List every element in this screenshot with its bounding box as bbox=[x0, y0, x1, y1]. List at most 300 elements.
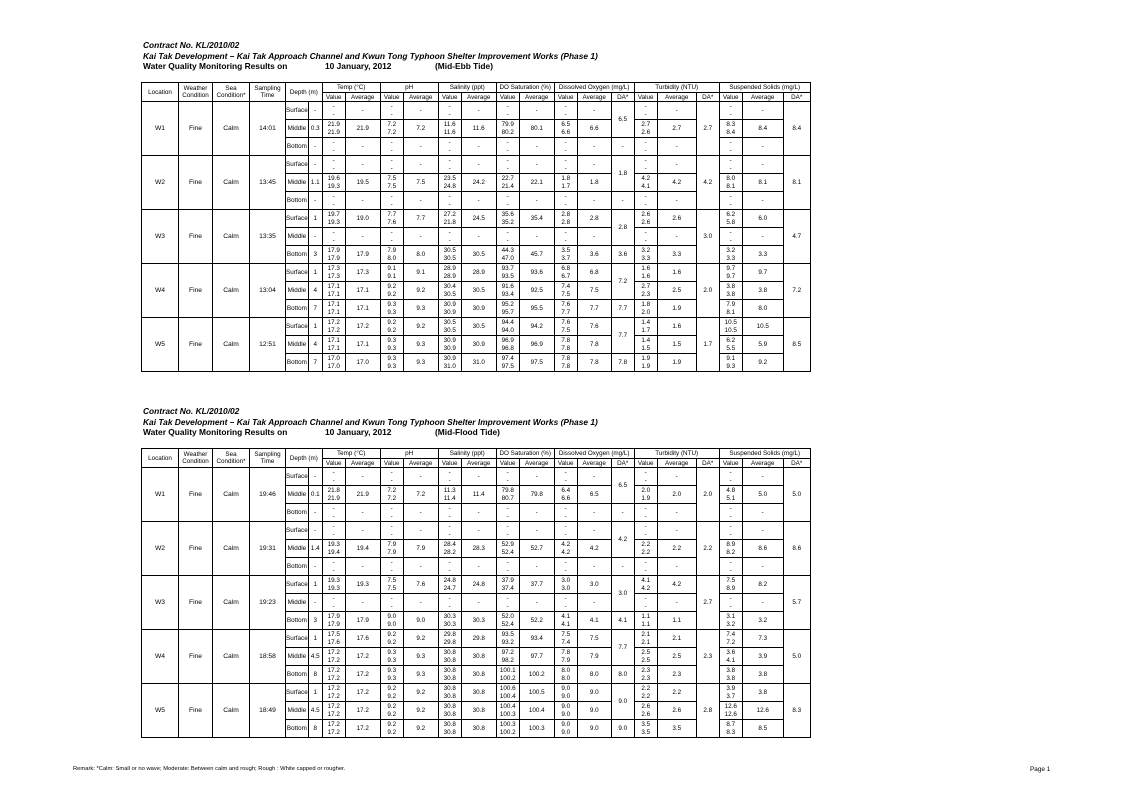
salinity-average-cell: - bbox=[461, 228, 496, 246]
dissolved-oxygen-value: 4.1 bbox=[561, 620, 571, 628]
dissolved-oxygen-values-cell bbox=[554, 594, 577, 612]
turbidity-value: - bbox=[644, 164, 647, 172]
dissolved-oxygen-bottom-da-cell: - bbox=[611, 192, 634, 210]
location-cell: W1 bbox=[142, 102, 179, 156]
suspended-solids-average-cell: - bbox=[742, 522, 783, 540]
subheader-average: Average bbox=[519, 459, 554, 468]
turbidity-values-cell bbox=[634, 504, 657, 522]
ph-average-cell: 7.2 bbox=[403, 486, 438, 504]
salinity-values-cell bbox=[438, 468, 461, 486]
salinity-value: 30.9 bbox=[443, 355, 456, 362]
dissolved-oxygen-average-cell: - bbox=[577, 468, 611, 486]
suspended-solids-values-cell bbox=[719, 720, 742, 738]
weather-cell: Fine bbox=[179, 576, 213, 630]
salinity-values-cell bbox=[438, 594, 461, 612]
ph-value: 7.9 bbox=[387, 541, 397, 548]
do-saturation-value: 35.6 bbox=[501, 211, 514, 218]
temp-values-cell bbox=[322, 720, 345, 738]
temp-values-cell bbox=[322, 174, 345, 192]
suspended-solids-value: - bbox=[729, 146, 732, 154]
do-saturation-value: - bbox=[506, 236, 509, 244]
temp-average-cell: - bbox=[345, 156, 380, 174]
col-depth: Depth (m) bbox=[286, 449, 323, 468]
depth-level-cell: Bottom bbox=[286, 300, 309, 318]
temp-average-cell: 17.3 bbox=[345, 264, 380, 282]
turbidity-value: - bbox=[644, 602, 647, 610]
ph-values-cell bbox=[380, 720, 403, 738]
subheader-average: Average bbox=[742, 93, 783, 102]
depth-value-cell: - bbox=[308, 192, 322, 210]
col-location: Location bbox=[142, 449, 179, 468]
suspended-solids-value: 9.7 bbox=[726, 265, 736, 272]
subheader-average: Average bbox=[461, 459, 496, 468]
turbidity-value: 2.6 bbox=[641, 211, 651, 218]
suspended-solids-values-cell bbox=[719, 192, 742, 210]
ph-average-cell: 9.2 bbox=[403, 282, 438, 300]
salinity-average-cell: 30.8 bbox=[461, 648, 496, 666]
turbidity-value: - bbox=[644, 469, 647, 476]
suspended-solids-value: 7.5 bbox=[726, 577, 736, 584]
ph-average-cell: 9.2 bbox=[403, 318, 438, 336]
temp-average-cell: - bbox=[345, 468, 380, 486]
dissolved-oxygen-value: 6.8 bbox=[561, 265, 571, 272]
dissolved-oxygen-value: 9.0 bbox=[561, 692, 571, 700]
salinity-value: 21.8 bbox=[443, 218, 456, 226]
salinity-value: 30.4 bbox=[443, 283, 456, 290]
suspended-solids-value: 3.2 bbox=[726, 620, 736, 628]
temp-value: 21.9 bbox=[327, 128, 340, 136]
subheader-value: Value bbox=[554, 459, 577, 468]
tide-label: (Mid-Flood Tide) bbox=[435, 427, 500, 437]
salinity-values-cell bbox=[438, 648, 461, 666]
temp-value: 17.0 bbox=[327, 362, 340, 370]
salinity-values-cell bbox=[438, 666, 461, 684]
salinity-value: 28.9 bbox=[443, 265, 456, 272]
dissolved-oxygen-values-cell bbox=[554, 120, 577, 138]
turbidity-values-cell bbox=[634, 522, 657, 540]
turbidity-values-cell bbox=[634, 246, 657, 264]
turbidity-value: - bbox=[644, 476, 647, 484]
depth-level-cell: Bottom bbox=[286, 612, 309, 630]
dissolved-oxygen-value: 2.8 bbox=[561, 218, 571, 226]
suspended-solids-value: 3.8 bbox=[726, 290, 736, 298]
dissolved-oxygen-da-cell: 2.8 bbox=[611, 210, 634, 246]
ph-value: 7.5 bbox=[387, 182, 397, 190]
contract-number: Contract No. KL/2010/02 bbox=[143, 406, 240, 416]
suspended-solids-values-cell bbox=[719, 468, 742, 486]
dissolved-oxygen-values-cell bbox=[554, 156, 577, 174]
suspended-solids-value: - bbox=[729, 559, 732, 566]
depth-level-cell: Middle bbox=[286, 486, 309, 504]
temp-value: - bbox=[332, 566, 335, 574]
salinity-values-cell bbox=[438, 156, 461, 174]
turbidity-value: - bbox=[644, 193, 647, 200]
turbidity-values-cell bbox=[634, 354, 657, 372]
salinity-values-cell bbox=[438, 504, 461, 522]
ph-values-cell bbox=[380, 336, 403, 354]
suspended-solids-average-cell: - bbox=[742, 468, 783, 486]
salinity-values-cell bbox=[438, 246, 461, 264]
temp-values-cell bbox=[322, 576, 345, 594]
dissolved-oxygen-value: 7.5 bbox=[561, 290, 571, 298]
do-saturation-value: 52.4 bbox=[501, 548, 514, 556]
turbidity-values-cell bbox=[634, 300, 657, 318]
subheader-average: Average bbox=[742, 459, 783, 468]
suspended-solids-average-cell: - bbox=[742, 102, 783, 120]
suspended-solids-da-cell: 5.7 bbox=[783, 576, 810, 630]
suspended-solids-average-cell: - bbox=[742, 156, 783, 174]
do-saturation-value: 79.9 bbox=[501, 121, 514, 128]
ph-average-cell: 9.3 bbox=[403, 336, 438, 354]
salinity-value: 11.4 bbox=[443, 494, 456, 502]
ph-value: 7.9 bbox=[387, 548, 397, 556]
do-saturation-average-cell: 100.2 bbox=[519, 666, 554, 684]
dissolved-oxygen-values-cell bbox=[554, 336, 577, 354]
col-turbidity: Turbidity (NTU) bbox=[634, 449, 719, 459]
do-saturation-value: 100.2 bbox=[499, 674, 516, 682]
turbidity-value: 1.7 bbox=[641, 326, 651, 334]
dissolved-oxygen-average-cell: - bbox=[577, 504, 611, 522]
temp-average-cell: 17.6 bbox=[345, 630, 380, 648]
do-saturation-value: 35.2 bbox=[501, 218, 514, 226]
salinity-value: 30.5 bbox=[443, 319, 456, 326]
suspended-solids-value: - bbox=[729, 110, 732, 118]
temp-average-cell: - bbox=[345, 138, 380, 156]
suspended-solids-value: 9.1 bbox=[726, 355, 736, 362]
depth-level-cell: Surface bbox=[286, 102, 309, 120]
do-saturation-values-cell bbox=[496, 156, 519, 174]
project-title: Kai Tak Development – Kai Tak Approach Channel and Kwun Tong Typhoon Shelter Improvement Works (Phase 1) bbox=[143, 50, 598, 61]
temp-value: - bbox=[332, 523, 335, 530]
suspended-solids-value: 3.1 bbox=[726, 613, 736, 620]
do-saturation-value: - bbox=[506, 139, 509, 146]
do-saturation-value: 52.4 bbox=[501, 620, 514, 628]
depth-value-cell: 0.3 bbox=[308, 120, 322, 138]
depth-value-cell: - bbox=[308, 468, 322, 486]
ph-value: 9.2 bbox=[387, 728, 397, 736]
temp-average-cell: 21.9 bbox=[345, 120, 380, 138]
do-saturation-average-cell: 95.5 bbox=[519, 300, 554, 318]
depth-value-cell: - bbox=[308, 558, 322, 576]
salinity-average-cell: 28.9 bbox=[461, 264, 496, 282]
dissolved-oxygen-da-cell: 9.0 bbox=[611, 684, 634, 720]
temp-average-cell: - bbox=[345, 522, 380, 540]
ph-values-cell bbox=[380, 558, 403, 576]
ph-value: 9.0 bbox=[387, 620, 397, 628]
do-saturation-value: - bbox=[506, 505, 509, 512]
dissolved-oxygen-da-cell: 4.2 bbox=[611, 522, 634, 558]
suspended-solids-average-cell: 9.7 bbox=[742, 264, 783, 282]
suspended-solids-value: - bbox=[729, 229, 732, 236]
sea-condition-cell: Calm bbox=[213, 630, 250, 684]
ph-value: - bbox=[390, 229, 393, 236]
ph-values-cell bbox=[380, 630, 403, 648]
depth-level-cell: Middle bbox=[286, 336, 309, 354]
dissolved-oxygen-values-cell bbox=[554, 504, 577, 522]
dissolved-oxygen-values-cell bbox=[554, 300, 577, 318]
salinity-values-cell bbox=[438, 282, 461, 300]
temp-value: 17.2 bbox=[327, 674, 340, 682]
ph-average-cell: 9.0 bbox=[403, 612, 438, 630]
dissolved-oxygen-da-cell: 7.7 bbox=[611, 318, 634, 354]
col-do-saturation: DO Saturation (%) bbox=[496, 449, 554, 459]
dissolved-oxygen-bottom-da-cell: - bbox=[611, 138, 634, 156]
salinity-value: 30.5 bbox=[443, 290, 456, 298]
dissolved-oxygen-bottom-da-cell: - bbox=[611, 504, 634, 522]
temp-values-cell bbox=[322, 336, 345, 354]
suspended-solids-value: - bbox=[729, 523, 732, 530]
depth-value-cell: - bbox=[308, 504, 322, 522]
dissolved-oxygen-value: 6.6 bbox=[561, 494, 571, 502]
dissolved-oxygen-values-cell bbox=[554, 264, 577, 282]
suspended-solids-da-cell: 8.1 bbox=[783, 156, 810, 210]
ph-values-cell bbox=[380, 228, 403, 246]
ph-average-cell: 9.3 bbox=[403, 354, 438, 372]
suspended-solids-average-cell: - bbox=[742, 138, 783, 156]
turbidity-da-cell: 2.0 bbox=[696, 468, 719, 522]
turbidity-value: 4.2 bbox=[641, 175, 651, 182]
ph-value: 7.2 bbox=[387, 487, 397, 494]
col-location: Location bbox=[142, 83, 179, 102]
ph-values-cell bbox=[380, 612, 403, 630]
ph-value: - bbox=[390, 110, 393, 118]
salinity-value: - bbox=[448, 157, 451, 164]
do-saturation-average-cell: 96.9 bbox=[519, 336, 554, 354]
salinity-value: - bbox=[448, 200, 451, 208]
do-saturation-values-cell bbox=[496, 522, 519, 540]
depth-level-cell: Surface bbox=[286, 576, 309, 594]
dissolved-oxygen-average-cell: 2.8 bbox=[577, 210, 611, 228]
temp-value: - bbox=[332, 602, 335, 610]
temp-value: - bbox=[332, 146, 335, 154]
temp-values-cell bbox=[322, 102, 345, 120]
ph-average-cell: 9.3 bbox=[403, 648, 438, 666]
suspended-solids-values-cell bbox=[719, 612, 742, 630]
temp-value: 19.7 bbox=[327, 211, 340, 218]
temp-values-cell bbox=[322, 282, 345, 300]
location-cell: W4 bbox=[142, 264, 179, 318]
dissolved-oxygen-value: 7.4 bbox=[561, 283, 571, 290]
turbidity-value: - bbox=[644, 110, 647, 118]
do-saturation-values-cell bbox=[496, 174, 519, 192]
salinity-value: 28.9 bbox=[443, 272, 456, 280]
suspended-solids-da-cell: 5.0 bbox=[783, 630, 810, 684]
depth-value-cell: 7 bbox=[308, 300, 322, 318]
dissolved-oxygen-value: 9.0 bbox=[561, 728, 571, 736]
salinity-values-cell bbox=[438, 522, 461, 540]
salinity-value: 28.4 bbox=[443, 541, 456, 548]
sea-condition-cell: Calm bbox=[213, 576, 250, 630]
turbidity-value: 3.5 bbox=[641, 721, 651, 728]
salinity-value: - bbox=[448, 110, 451, 118]
salinity-value: 30.8 bbox=[443, 721, 456, 728]
ph-average-cell: 9.3 bbox=[403, 300, 438, 318]
subheader-da: DA* bbox=[696, 459, 719, 468]
dissolved-oxygen-value: 7.9 bbox=[561, 656, 571, 664]
turbidity-values-cell bbox=[634, 540, 657, 558]
suspended-solids-value: - bbox=[729, 530, 732, 538]
suspended-solids-values-cell bbox=[719, 246, 742, 264]
suspended-solids-value: 10.5 bbox=[724, 326, 737, 334]
ph-value: 9.2 bbox=[387, 638, 397, 646]
suspended-solids-value: 6.2 bbox=[726, 211, 736, 218]
salinity-value: 30.9 bbox=[443, 344, 456, 352]
do-saturation-value: 80.7 bbox=[501, 494, 514, 502]
turbidity-da-cell: 4.2 bbox=[696, 156, 719, 210]
temp-average-cell: 19.4 bbox=[345, 540, 380, 558]
subheader-average: Average bbox=[657, 459, 696, 468]
depth-value-cell: - bbox=[308, 594, 322, 612]
salinity-average-cell: 30.5 bbox=[461, 282, 496, 300]
salinity-value: 24.8 bbox=[443, 577, 456, 584]
suspended-solids-average-cell: 3.8 bbox=[742, 666, 783, 684]
do-saturation-average-cell: - bbox=[519, 102, 554, 120]
temp-value: - bbox=[332, 476, 335, 484]
sampling-time-cell: 19:46 bbox=[250, 468, 286, 522]
suspended-solids-value: 3.8 bbox=[726, 674, 736, 682]
suspended-solids-value: 8.0 bbox=[726, 175, 736, 182]
dissolved-oxygen-value: - bbox=[564, 157, 567, 164]
salinity-value: - bbox=[448, 103, 451, 110]
temp-value: - bbox=[332, 157, 335, 164]
subheader-value: Value bbox=[634, 93, 657, 102]
turbidity-value: - bbox=[644, 236, 647, 244]
results-table-flood bbox=[141, 448, 811, 738]
suspended-solids-value: - bbox=[729, 469, 732, 476]
ph-average-cell: - bbox=[403, 228, 438, 246]
dissolved-oxygen-value: 7.8 bbox=[561, 649, 571, 656]
temp-average-cell: 17.2 bbox=[345, 684, 380, 702]
salinity-values-cell bbox=[438, 192, 461, 210]
suspended-solids-average-cell: 9.2 bbox=[742, 354, 783, 372]
location-cell: W4 bbox=[142, 630, 179, 684]
ph-value: 9.2 bbox=[387, 685, 397, 692]
turbidity-value: 1.6 bbox=[641, 272, 651, 280]
turbidity-average-cell: - bbox=[657, 522, 696, 540]
salinity-value: - bbox=[448, 595, 451, 602]
col-sea-condition: Sea Condition* bbox=[213, 449, 250, 468]
depth-level-cell: Middle bbox=[286, 120, 309, 138]
subheader-da: DA* bbox=[696, 93, 719, 102]
salinity-value: - bbox=[448, 566, 451, 574]
turbidity-average-cell: 2.2 bbox=[657, 684, 696, 702]
temp-values-cell bbox=[322, 594, 345, 612]
subheader-value: Value bbox=[322, 93, 345, 102]
results-line bbox=[143, 61, 598, 72]
dissolved-oxygen-values-cell bbox=[554, 630, 577, 648]
dissolved-oxygen-value: - bbox=[564, 523, 567, 530]
depth-value-cell: 1.1 bbox=[308, 174, 322, 192]
col-turbidity: Turbidity (NTU) bbox=[634, 83, 719, 93]
temp-values-cell bbox=[322, 210, 345, 228]
dissolved-oxygen-value: - bbox=[564, 566, 567, 574]
temp-values-cell bbox=[322, 612, 345, 630]
salinity-value: 27.2 bbox=[443, 211, 456, 218]
turbidity-value: 1.1 bbox=[641, 613, 651, 620]
turbidity-value: 2.2 bbox=[641, 548, 651, 556]
temp-value: - bbox=[332, 512, 335, 520]
turbidity-average-cell: 1.6 bbox=[657, 264, 696, 282]
ph-value: 9.3 bbox=[387, 308, 397, 316]
do-saturation-value: 97.4 bbox=[501, 355, 514, 362]
do-saturation-average-cell: 100.4 bbox=[519, 702, 554, 720]
do-saturation-value: 79.8 bbox=[501, 487, 514, 494]
salinity-value: 11.6 bbox=[443, 128, 456, 136]
temp-average-cell: 21.9 bbox=[345, 486, 380, 504]
suspended-solids-da-cell: 8.3 bbox=[783, 684, 810, 738]
dissolved-oxygen-average-cell: - bbox=[577, 522, 611, 540]
dissolved-oxygen-average-cell: 4.2 bbox=[577, 540, 611, 558]
do-saturation-value: - bbox=[506, 469, 509, 476]
temp-average-cell: 19.3 bbox=[345, 576, 380, 594]
sampling-time-cell: 19:31 bbox=[250, 522, 286, 576]
temp-value: - bbox=[332, 139, 335, 146]
temp-value: - bbox=[332, 236, 335, 244]
do-saturation-value: - bbox=[506, 200, 509, 208]
suspended-solids-value: - bbox=[729, 505, 732, 512]
suspended-solids-values-cell bbox=[719, 102, 742, 120]
suspended-solids-average-cell: - bbox=[742, 192, 783, 210]
dissolved-oxygen-value: - bbox=[564, 103, 567, 110]
sampling-time-cell: 13:04 bbox=[250, 264, 286, 318]
turbidity-average-cell: 3.3 bbox=[657, 246, 696, 264]
dissolved-oxygen-average-cell: - bbox=[577, 156, 611, 174]
turbidity-values-cell bbox=[634, 336, 657, 354]
suspended-solids-value: 8.4 bbox=[726, 128, 736, 136]
dissolved-oxygen-average-cell: 1.8 bbox=[577, 174, 611, 192]
table-row bbox=[142, 210, 811, 228]
suspended-solids-da-cell: 7.2 bbox=[783, 264, 810, 318]
temp-value: 17.2 bbox=[327, 656, 340, 664]
temp-average-cell: - bbox=[345, 102, 380, 120]
dissolved-oxygen-value: - bbox=[564, 236, 567, 244]
salinity-value: 30.8 bbox=[443, 703, 456, 710]
temp-value: - bbox=[332, 200, 335, 208]
salinity-values-cell bbox=[438, 630, 461, 648]
depth-value-cell: 3 bbox=[308, 612, 322, 630]
suspended-solids-values-cell bbox=[719, 558, 742, 576]
temp-value: - bbox=[332, 103, 335, 110]
table-row bbox=[142, 684, 811, 702]
temp-value: 19.3 bbox=[327, 577, 340, 584]
temp-values-cell bbox=[322, 300, 345, 318]
temp-value: 19.3 bbox=[327, 218, 340, 226]
turbidity-values-cell bbox=[634, 684, 657, 702]
suspended-solids-average-cell: 3.3 bbox=[742, 246, 783, 264]
temp-value: 17.2 bbox=[327, 721, 340, 728]
temp-value: - bbox=[332, 530, 335, 538]
weather-cell: Fine bbox=[179, 210, 213, 264]
suspended-solids-values-cell bbox=[719, 576, 742, 594]
temp-values-cell bbox=[322, 138, 345, 156]
suspended-solids-average-cell: 6.0 bbox=[742, 210, 783, 228]
salinity-values-cell bbox=[438, 102, 461, 120]
suspended-solids-value: 8.1 bbox=[726, 182, 736, 190]
temp-values-cell bbox=[322, 540, 345, 558]
do-saturation-average-cell: 94.2 bbox=[519, 318, 554, 336]
sea-condition-cell: Calm bbox=[213, 318, 250, 372]
suspended-solids-values-cell bbox=[719, 540, 742, 558]
depth-value-cell: 4.5 bbox=[308, 702, 322, 720]
turbidity-average-cell: - bbox=[657, 594, 696, 612]
dissolved-oxygen-values-cell bbox=[554, 354, 577, 372]
temp-average-cell: 17.1 bbox=[345, 336, 380, 354]
do-saturation-average-cell: - bbox=[519, 138, 554, 156]
do-saturation-average-cell: - bbox=[519, 468, 554, 486]
do-saturation-average-cell: - bbox=[519, 504, 554, 522]
salinity-average-cell: 30.5 bbox=[461, 246, 496, 264]
do-saturation-values-cell bbox=[496, 666, 519, 684]
